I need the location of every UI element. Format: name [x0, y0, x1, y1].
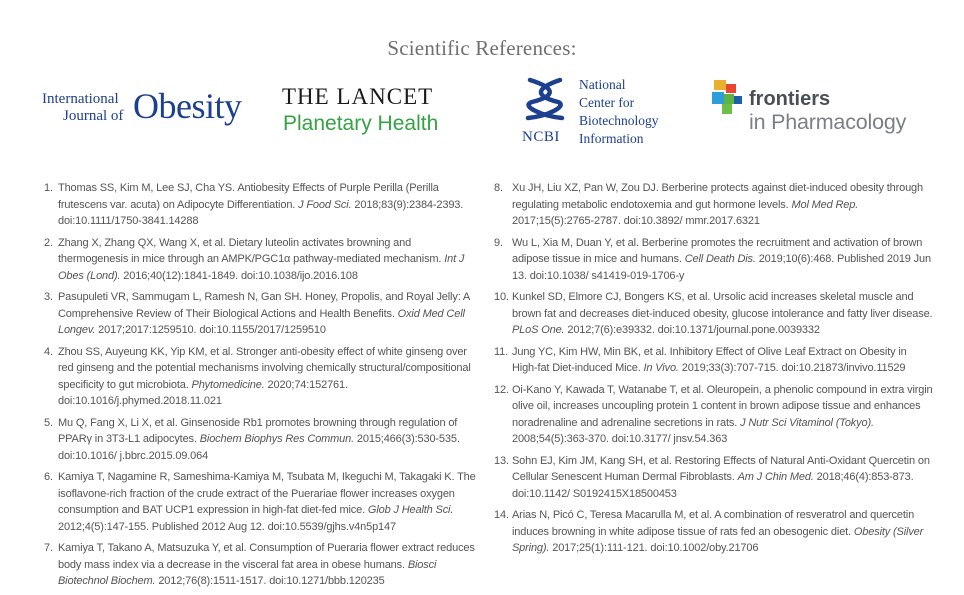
reference-journal: Int J Obes (Lond).	[58, 253, 465, 282]
reference-details: 2019;10(6):468. Published 2019 Jun 13. doi:10.1038/ s41419-019-1706-y	[512, 253, 931, 282]
reference-number: 10.	[494, 291, 509, 303]
reference-details: 2016;40(12):1841-1849. doi:10.1038/ijo.2016.108	[120, 269, 358, 282]
dna-helix-icon	[522, 76, 570, 130]
reference-text: Arias N, Picó C, Teresa Macarulla M, et al. A combination of resveratrol and quercetin induces browning in white adipose tissue of rats fed an obesogenic diet.	[512, 509, 915, 538]
ncbi-line4: Information	[579, 131, 644, 146]
reference-item	[44, 180, 476, 230]
reference-number: 8.	[494, 182, 503, 194]
reference-item	[44, 469, 476, 535]
reference-journal: Biosci Biotechnol Biochem.	[58, 558, 437, 587]
frontiers-logo-line1: frontiers	[749, 88, 831, 110]
reference-number: 1.	[44, 182, 53, 194]
reference-number: 13.	[494, 454, 509, 467]
reference-number: 6.	[44, 471, 53, 483]
lancet-logo	[282, 85, 462, 137]
reference-text: Oi-Kano Y, Kawada T, Watanabe T, et al. Oleuropein, a phenolic compound in extra virgin olive oil, increases uncoupling protein 1 content in brown adipose tissue and enhances noradrenaline and adrenaline secretions in rats.	[512, 383, 933, 429]
reference-text: Zhang X, Zhang QX, Wang X, et al. Dietary luteolin activates browning and thermogenesis in mice through an AMPK/PGC1α pathway-mediated mechanism.	[58, 236, 445, 265]
ijo-logo-title: Obesity	[133, 86, 242, 126]
reference-number: 4.	[44, 345, 53, 358]
reference-journal: PLoS One.	[512, 324, 565, 336]
reference-text: Mu Q, Fang X, Li X, et al. Ginsenoside Rb1 promotes browning through regulation of PPARγ in 3T3-L1 adipocytes.	[58, 416, 458, 445]
frontiers-mark-icon	[712, 78, 746, 118]
reference-journal: Obesity (Silver Spring).	[512, 525, 924, 554]
reference-details: 2020;74:152761. doi:10.1016/j.phymed.2018.11.021	[58, 378, 348, 407]
reference-details: 2008;54(5):363-370. doi:10.3177/ jnsv.54.363	[512, 433, 728, 445]
frontiers-logo-line2: in Pharmacology	[749, 110, 907, 134]
reference-list-right	[494, 180, 934, 562]
reference-details: 2017;25(1):111-121. doi:10.1002/oby.21706	[549, 542, 759, 554]
reference-item	[494, 235, 934, 285]
reference-item	[44, 344, 476, 410]
reference-number: 12.	[494, 383, 509, 396]
reference-text: Xu JH, Liu XZ, Pan W, Zou DJ. Berberine protects against diet-induced obesity through regulating metabolic endotoxemia and gut hormone levels.	[512, 182, 923, 211]
reference-number: 11.	[494, 345, 509, 358]
reference-number: 9.	[494, 236, 503, 249]
reference-text: Kamiya T, Nagamine R, Sameshima-Kamiya M, Tsubata M, Ikeguchi M, Takagaki K. The isoflavone-rich fraction of the crude extract of the Puerariae flower increases oxygen consumption and BAT UCP1 expression in high-fat diet-fed mice.	[58, 471, 476, 516]
reference-details: 2017;2017:1259510. doi:10.1155/2017/1259510	[95, 324, 326, 336]
reference-item	[494, 453, 934, 503]
reference-details: 2012;76(8):1511-1517. doi:10.1271/bbb.120235	[155, 575, 385, 587]
frontiers-logo	[712, 78, 927, 138]
ncbi-line3: Biotechnology	[579, 113, 659, 128]
reference-journal: Am J Chin Med.	[737, 471, 814, 483]
ncbi-line1: National	[579, 77, 626, 92]
reference-details: 2012;4(5):147-155. Published 2012 Aug 12. doi:10.5539/gjhs.v4n5p147	[58, 520, 396, 533]
reference-text: Kamiya T, Takano A, Matsuzuka Y, et al. Consumption of Pueraria flower extract reduces body mass index via a decrease in the visceral fat area in obese humans.	[58, 542, 475, 571]
reference-item	[494, 382, 934, 448]
reference-details: 2018;46(4):853-873. doi:10.1142/ S0192415X18500453	[512, 471, 914, 500]
reference-text: Jung YC, Kim HW, Min BK, et al. Inhibitory Effect of Olive Leaf Extract on Obesity in High-fat Diet-induced Mice.	[512, 345, 907, 374]
ncbi-abbr: NCBI	[522, 129, 560, 145]
reference-details: 2018;83(9):2384-2393. doi:10.1111/1750-3841.14288	[58, 198, 464, 227]
page-heading: Scientific References:	[387, 36, 577, 60]
ncbi-logo	[522, 76, 682, 148]
reference-text: Thomas SS, Kim M, Lee SJ, Cha YS. Antiobesity Effects of Purple Perilla (Perilla frutescens var. acuta) on Adipocyte Differentiation.	[58, 182, 439, 211]
reference-journal: Glob J Health Sci.	[367, 504, 454, 516]
reference-details: 2012;7(6):e39332. doi:10.1371/journal.pone.0039332	[564, 324, 820, 336]
reference-text: Wu L, Xia M, Duan Y, et al. Berberine promotes the recruitment and activation of brown adipose tissue in mice and humans.	[512, 236, 923, 265]
reference-item	[44, 289, 476, 339]
reference-journal: Mol Med Rep.	[791, 198, 859, 211]
reference-number: 2.	[44, 236, 53, 249]
reference-journal: Phytomedicine.	[191, 378, 265, 391]
reference-number: 14.	[494, 509, 509, 521]
reference-list-left	[44, 180, 476, 595]
reference-journal: In Vivo.	[643, 362, 679, 374]
ijo-logo	[41, 86, 253, 134]
reference-journal: Cell Death Dis.	[684, 253, 756, 265]
ijo-logo-line2: Journal of	[63, 108, 124, 124]
reference-item	[494, 180, 934, 230]
ijo-logo-line1: International	[42, 91, 119, 107]
reference-journal: Biochem Biophys Res Commun.	[199, 433, 355, 445]
reference-number: 7.	[44, 542, 53, 554]
reference-item	[494, 289, 934, 339]
reference-text: Zhou SS, Auyeung KK, Yip KM, et al. Stronger anti-obesity effect of white ginseng over red ginseng and the potential mechanisms involving chemically structural/compositional specificity to gut microbiota.	[58, 345, 471, 391]
reference-journal: J Food Sci.	[298, 198, 352, 211]
reference-item	[44, 415, 476, 465]
reference-details: 2015;466(3):530-535. doi:10.1016/ j.bbrc.2015.09.064	[58, 433, 460, 462]
reference-text: Pasupuleti VR, Sammugam L, Ramesh N, Gan SH. Honey, Propolis, and Royal Jelly: A Comprehensive Review of Their Biological Actions and Health Benefits.	[58, 291, 470, 320]
reference-number: 3.	[44, 291, 53, 303]
lancet-logo-line1: THE LANCET	[282, 84, 434, 109]
lancet-logo-line2: Planetary Health	[283, 112, 439, 135]
reference-details: 2019;33(3):707-715. doi:10.21873/invivo.11529	[678, 362, 906, 374]
reference-item	[44, 235, 476, 285]
reference-text: Kunkel SD, Elmore CJ, Bongers KS, et al. Ursolic acid increases skeletal muscle and brown fat and decreases diet-induced obesity, glucose intolerance and fatty liver disease.	[512, 291, 933, 320]
reference-item	[494, 344, 934, 377]
reference-journal: Oxid Med Cell Longev.	[58, 307, 465, 336]
reference-journal: J Nutr Sci Vitaminol (Tokyo).	[740, 416, 874, 429]
reference-text: Sohn EJ, Kim JM, Kang SH, et al. Restoring Effects of Natural Anti-Oxidant Quercetin on Cellular Senescent Human Dermal Fibroblasts.	[512, 454, 930, 483]
reference-details: 2017;15(5):2765-2787. doi:10.3892/ mmr.2017.6321	[512, 215, 760, 227]
reference-item	[44, 540, 476, 590]
reference-item	[494, 507, 934, 557]
reference-number: 5.	[44, 416, 53, 429]
ncbi-line2: Center for	[579, 95, 635, 110]
